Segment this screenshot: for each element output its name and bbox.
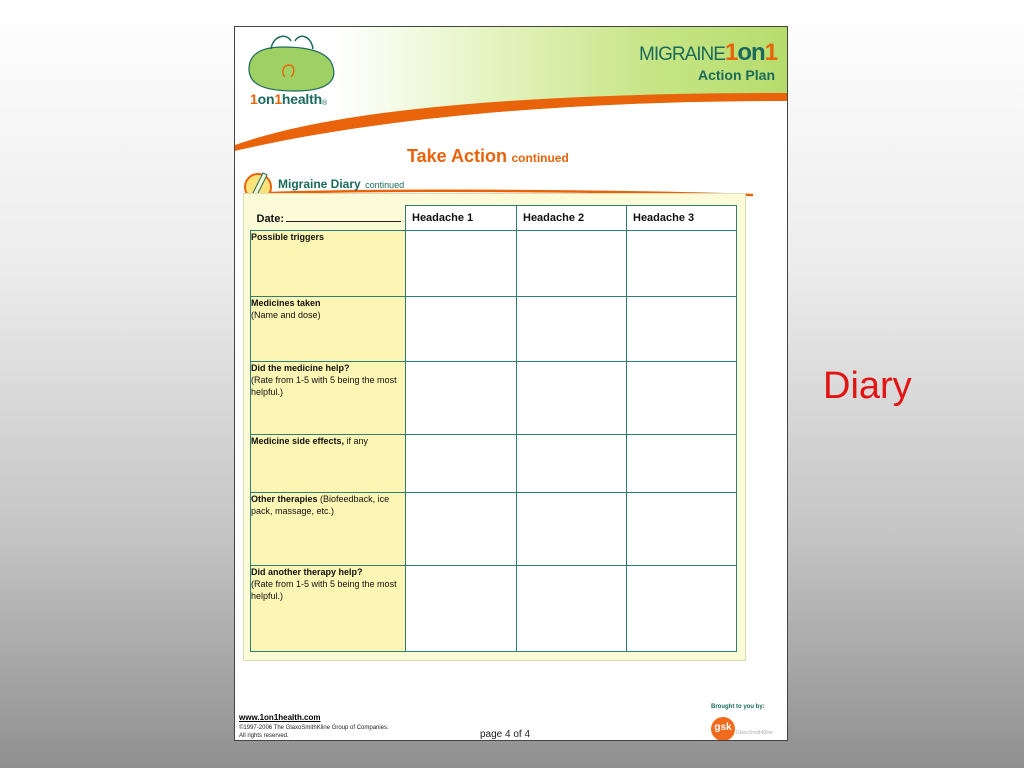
footer-url-link[interactable]: www.1on1health.com xyxy=(239,713,321,722)
row-label: Other therapies (Biofeedback, ice pack, massage, etc.) xyxy=(251,493,406,566)
entry-cell[interactable] xyxy=(406,566,517,652)
row-label: Medicines taken (Name and dose) xyxy=(251,297,406,362)
bag-icon xyxy=(249,36,334,91)
table-row xyxy=(251,231,737,297)
entry-cell[interactable] xyxy=(517,493,627,566)
table-row xyxy=(251,435,737,493)
entry-cell[interactable] xyxy=(406,493,517,566)
slide-side-label: Diary xyxy=(823,365,912,407)
entry-cell[interactable] xyxy=(627,435,737,493)
entry-cell[interactable] xyxy=(627,362,737,435)
entry-cell[interactable] xyxy=(406,231,517,297)
page-number: page 4 of 4 xyxy=(480,729,531,740)
take-action-heading: Take Action continued xyxy=(407,146,569,166)
row-label: Possible triggers xyxy=(251,231,406,297)
column-header: Headache 3 xyxy=(627,206,737,231)
entry-cell[interactable] xyxy=(406,362,517,435)
entry-cell[interactable] xyxy=(517,566,627,652)
entry-cell[interactable] xyxy=(627,493,737,566)
entry-cell[interactable] xyxy=(517,435,627,493)
action-plan-subtitle: Action Plan xyxy=(697,67,775,83)
table-row xyxy=(251,493,737,566)
entry-cell[interactable] xyxy=(627,231,737,297)
table-row xyxy=(251,566,737,652)
date-field[interactable]: Date: xyxy=(251,206,406,231)
entry-cell[interactable] xyxy=(517,231,627,297)
brought-to-you-label: Brought to you by: xyxy=(711,704,765,710)
footer-copyright: ©1997-2006 The GlaxoSmithKline Group of Companies. All rights reserved. xyxy=(239,725,389,739)
row-label: Medicine side effects, if any xyxy=(251,435,406,493)
migraine-diary-heading: Migraine Diary continued xyxy=(278,177,405,191)
row-label: Did the medicine help? (Rate from 1-5 with 5 being the most helpful.) xyxy=(251,362,406,435)
diary-table xyxy=(250,205,737,652)
gsk-company-name: GlaxoSmithKline xyxy=(736,730,773,736)
table-row xyxy=(251,297,737,362)
brand-logo: 1on1health® xyxy=(250,91,327,107)
table-row xyxy=(251,362,737,435)
column-header: Headache 2 xyxy=(517,206,627,231)
row-label: Did another therapy help? (Rate from 1-5 with 5 being the most helpful.) xyxy=(251,566,406,652)
entry-cell[interactable] xyxy=(406,297,517,362)
entry-cell[interactable] xyxy=(627,566,737,652)
entry-cell[interactable] xyxy=(627,297,737,362)
diary-page xyxy=(234,26,788,741)
entry-cell[interactable] xyxy=(517,362,627,435)
column-header: Headache 1 xyxy=(406,206,517,231)
gsk-logo-icon: gsk xyxy=(711,717,735,741)
migraine-1on1-title: MIGRAINE1on1 xyxy=(639,39,777,66)
entry-cell[interactable] xyxy=(517,297,627,362)
entry-cell[interactable] xyxy=(406,435,517,493)
table-header-row xyxy=(251,206,737,231)
